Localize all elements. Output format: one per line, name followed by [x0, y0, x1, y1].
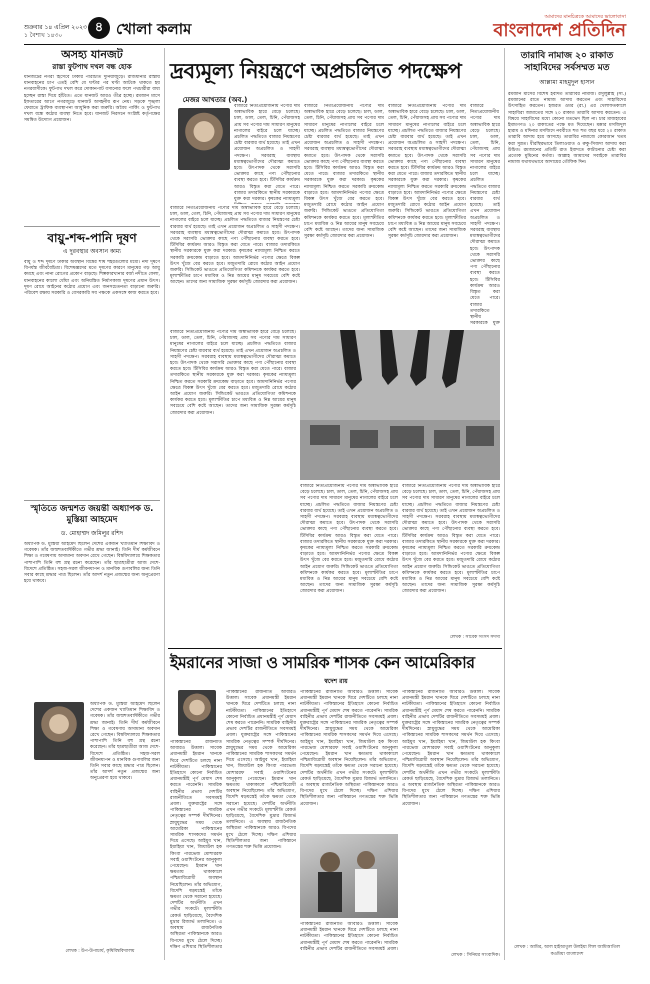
bottom-body-part4: পাকিস্তানের রাজনীতি আবারও উত্তাল। সাবেক প্রধানমন্ত্রী ইমরান খানকে ঘিরে দেশটিতে চলছে নানা নাটকীয়তা। পাকিস্তানের ইতিহাসে কোনো নির্বাচিত প্রধানমন্ত্রীই পূর্ণ মেয়াদ শেষ করতে পারেননি। সামরিক বাহিনীর প্রভাব দেশটির রাজনীতিতে সবসময়ই প্রবল। যুক্তরাষ্ট্রের সঙ্গে পাকিস্তানের সামরিক নেতৃত্বের সম্পর্ক দীর্ঘদিনের। স্নায়ুযুদ্ধের সময় থেকে আমেরিকা পাকিস্তানের সামরিক শাসকদের সমর্থন দিয়ে এসেছে। আইয়ুব খান, ইয়াহিয়া খান, জিয়াউল হক কিংবা পারভেজ মোশাররফ সবাই ওয়াশিংটনের আনুকূল্য পেয়েছেন। ইমরান খান ক্ষমতায় থাকাকালে পশ্চিমাবিরোধী অবস্থান নিয়েছিলেন। তাঁর অভিযোগ, বিদেশি ষড়যন্ত্রেই তাঁকে ক্ষমতা থেকে সরানো হয়েছে। দেশটির অর্থনীতি এখন গভীর সংকটে। মূল্যস্ফীতি রেকর্ড ছাড়িয়েছে, বৈদেশিক মুদ্রার রিজার্ভ তলানিতে। এ অবস্থায় রাজনৈতিক অস্থিরতা পাকিস্তানকে আরও বিপদের মুখে ঠেলে দিচ্ছে। দক্ষিণ এশিয়ার স্থিতিশীলতার জন্য পাকিস্তানে গণতন্ত্রের শক্ত ভিত্তি প্রয়োজন।: [402, 690, 500, 807]
page-number: ৪: [88, 17, 110, 39]
article-pollution-title: বায়ু-শব্দ-পানি দূষণ: [47, 231, 137, 245]
section-title: খোলা কলাম: [116, 20, 192, 38]
bottom-col-1: [170, 740, 222, 950]
column-divider-right: [504, 48, 505, 960]
main-col-3: [388, 104, 466, 326]
bottom-col-2: [226, 690, 296, 950]
date-line: শুক্রবার ১৪ এপ্রিল ২০২৩: [24, 24, 87, 31]
bottom-col-3: [300, 690, 398, 830]
market-photo: [300, 330, 500, 480]
main-col-left-lower: [170, 330, 296, 630]
masthead: [0, 0, 650, 44]
article-taraweeh: [508, 50, 626, 960]
main-col-4: [470, 104, 500, 326]
main-col-right-lower: [402, 484, 500, 630]
column-divider: [164, 48, 165, 960]
crowd-illustration: [300, 834, 398, 918]
bottom-divider: [168, 648, 502, 649]
article-pollution-subtitle: এ দুরবস্থার অবসান কাম্য: [63, 248, 121, 255]
main-body-part5: বাজারে নিত্যপ্রয়োজনীয় পণ্যের দাম অস্বাভাবিক হারে বেড়ে চলেছে। চাল, ডাল, তেল, চিনি, পেঁয়াজসহ প্রায় সব পণ্যের দাম সাধারণ মানুষের নাগালের বাইরে চলে যাচ্ছে। প্রচলিত পদ্ধতিতে বাজার নিয়ন্ত্রণের চেষ্টা বারবার ব্যর্থ হয়েছে। তাই এখন প্রয়োজন অপ্রচলিত ও সাহসী পদক্ষেপ। সরবরাহ ব্যবস্থায় মধ্যস্বত্বভোগীদের দৌরাত্ম্য কমাতে হবে। উৎপাদক থেকে সরাসরি ভোক্তার কাছে পণ্য পৌঁছানোর ব্যবস্থা করতে হবে। টিসিবির কার্যক্রম আরও বিস্তৃত করা যেতে পারে। বাজার তদারকিতে স্থানীয় সরকারকে যুক্ত: [470, 104, 500, 326]
main-author-portrait: [178, 108, 230, 170]
main-body-part1: বাজারে নিত্যপ্রয়োজনীয় পণ্যের দাম অস্বাভাবিক হারে বেড়ে চলেছে। চাল, ডাল, তেল, চিনি, পেঁয়াজসহ প্রায় সব পণ্যের দাম সাধারণ মানুষের নাগালের বাইরে চলে যাচ্ছে। প্রচলিত পদ্ধতিতে বাজার নিয়ন্ত্রণের চেষ্টা বারবার ব্যর্থ হয়েছে। তাই এখন প্রয়োজন অপ্রচলিত ও সাহসী পদক্ষেপ। সরবরাহ ব্যবস্থায় মধ্যস্বত্বভোগীদের দৌরাত্ম্য কমাতে হবে। উৎপাদক থেকে সরাসরি ভোক্তার কাছে পণ্য পৌঁছানোর ব্যবস্থা করতে হবে। টিসিবির কার্যক্রম আরও বিস্তৃত করা যেতে পারে। বাজার তদারকিতে স্থানীয় সরকারকে যুক্ত করা দরকার। কৃষকের ন্যায্যমূল্য: [234, 104, 300, 203]
memorial-portrait: [34, 702, 84, 760]
article-taraweeh-body: রমজান মাসের বিশেষ ইবাদত তারাবির নামাজ। রসুলুল্লাহ (সা.) রমজানের রাতে নামাজ আদায় করতেন এবং সাহাবিদের উৎসাহিত করতেন। হজরত ওমর (রা.) এর খেলাফতকালে সাহাবিরা জামাতের সঙ্গে ২০ রাকাত তারাবি আদায় করতেন। এ বিষয়ে সাহাবিদের মধ্যে কোনো মতভেদ ছিল না। চার মাজহাবের ইমামগণও ২০ রাকাতের পক্ষে মত দিয়েছেন। মক্কার মসজিদুল হারাম ও মদিনার মসজিদে নববীতে শত শত বছর ধরে ২০ রাকাত তারাবি আদায় হয়ে আসছে। তারাবির নামাজে কোরআন খতম করা সুন্নত। ধীরস্থিরভাবে তিলাওয়াত ও রুকু-সিজদা আদায় করা উচিত। রমজানের প্রতিটি রাত ইবাদতে কাটানোর চেষ্টা করা প্রত্যেক মুমিনের কর্তব্য। আল্লাহ আমাদের সবাইকে তারাবির নামাজ যথাযথভাবে আদায়ের তৌফিক দিন।: [508, 92, 626, 166]
main-col-2: [304, 104, 384, 326]
article-memorial-footer: লেখক : উপ-উপাচার্য, কৃষিবিশ্ববিদ্যালয়: [65, 949, 135, 954]
article-memorial-author: ড. মোহাম্মদ জমিলুর রশিদ: [61, 530, 123, 537]
article-pollution-body: বায়ু ও শব্দ দূষণে ঢাকার অবস্থান বিশ্বের শীর্ষ শহরগুলোর মধ্যে। নদী দূষণে বিপর্যস্ত জীববৈচিত্র্য। বিশেষজ্ঞদের মতে দূষণের কারণে মানুষের গড় আয়ু কমছে এবং নানা রোগের প্রকোপ বাড়ছে। শিল্পকারখানার বর্জ্য নদীতে ফেলা, যানবাহনের কালো ধোঁয়া এবং অনিয়ন্ত্রিত নির্মাণকাজ দূষণের প্রধান উৎস। দূষণ রোধে আইনের কঠোর প্রয়োগ এবং জনসচেতনতা বাড়ানো জরুরি। পরিবেশ রক্ষায় সরকারি ও বেসরকারি সব পক্ষকে একসঙ্গে কাজ করতে হবে।: [24, 260, 160, 297]
divider: [24, 500, 160, 501]
main-body-part8: বাজারে নিত্যপ্রয়োজনীয় পণ্যের দাম অস্বাভাবিক হারে বেড়ে চলেছে। চাল, ডাল, তেল, চিনি, পেঁয়াজসহ প্রায় সব পণ্যের দাম সাধারণ মানুষের নাগালের বাইরে চলে যাচ্ছে। প্রচলিত পদ্ধতিতে বাজার নিয়ন্ত্রণের চেষ্টা বারবার ব্যর্থ হয়েছে। তাই এখন প্রয়োজন অপ্রচলিত ও সাহসী পদক্ষেপ। সরবরাহ ব্যবস্থায় মধ্যস্বত্বভোগীদের দৌরাত্ম্য কমাতে হবে। উৎপাদক থেকে সরাসরি ভোক্তার কাছে পণ্য পৌঁছানোর ব্যবস্থা করতে হবে। টিসিবির কার্যক্রম আরও বিস্তৃত করা যেতে পারে। বাজার তদারকিতে স্থানীয় সরকারকে যুক্ত করা দরকার। কৃষকের ন্যায্যমূল্য নিশ্চিত করতে সরকারি ক্রয়কেন্দ্র বাড়াতে হবে। আমদানিনির্ভর পণ্যের ক্ষেত্রে বিকল্প উৎস খুঁজে বের করতে হবে। মজুতদারি রোধে কঠোর আইন প্রয়োগ জরুরি। সিন্ডিকেট ভাঙতে প্রতিযোগিতা কমিশনকে কার্যকর করতে হবে। মূল্যস্ফীতির চাপে মধ্যবিত্ত ও নিম্ন আয়ের মানুষ সবচেয়ে বেশি কষ্টে আছেন। তাদের জন্য সামাজিক সুরক্ষা কর্মসূচি জোরদার করা প্রয়োজন।: [402, 484, 500, 595]
bottom-footer: লেখক : সিনিয়র সাংবাদিক।: [451, 953, 500, 958]
main-headline: দ্রব্যমূল্য নিয়ন্ত্রণে অপ্রচলিত পদক্ষেপ: [170, 59, 462, 83]
main-col-mid-lower: [300, 484, 398, 630]
article-taraweeh-footer: লেখক : আমির, আল হাইআতুল উলইয়া লিল জামিআতিল কওমিয়া বাংলাদেশ: [514, 945, 620, 957]
main-body-part2: বাজারে নিত্যপ্রয়োজনীয় পণ্যের দাম অস্বাভাবিক হারে বেড়ে চলেছে। চাল, ডাল, তেল, চিনি, পেঁয়াজসহ প্রায় সব পণ্যের দাম সাধারণ মানুষের নাগালের বাইরে চলে যাচ্ছে। প্রচলিত পদ্ধতিতে বাজার নিয়ন্ত্রণের চেষ্টা বারবার ব্যর্থ হয়েছে। তাই এখন প্রয়োজন অপ্রচলিত ও সাহসী পদক্ষেপ। সরবরাহ ব্যবস্থায় মধ্যস্বত্বভোগীদের দৌরাত্ম্য কমাতে হবে। উৎপাদক থেকে সরাসরি ভোক্তার কাছে পণ্য পৌঁছানোর ব্যবস্থা করতে হবে। টিসিবির কার্যক্রম আরও বিস্তৃত করা যেতে পারে। বাজার তদারকিতে স্থানীয় সরকারকে যুক্ত করা দরকার। কৃষকের ন্যায্যমূল্য নিশ্চিত করতে সরকারি ক্রয়কেন্দ্র বাড়াতে হবে। আমদানিনির্ভর পণ্যের ক্ষেত্রে বিকল্প উৎস খুঁজে বের করতে হবে। মজুতদারি রোধে কঠোর আইন প্রয়োগ জরুরি। সিন্ডিকেট ভাঙতে প্রতিযোগিতা কমিশনকে কার্যকর করতে হবে। মূল্যস্ফীতির চাপে মধ্যবিত্ত ও নিম্ন আয়ের মানুষ সবচেয়ে বেশি কষ্টে আছেন। তাদের জন্য সামাজিক সুরক্ষা কর্মসূচি জোরদার করা প্রয়োজন।: [170, 206, 300, 286]
article-memorial-body-cont: [90, 702, 160, 942]
logo-name: বাংলাদেশ প্রতিদিন: [493, 20, 626, 41]
article-traffic: [24, 48, 160, 224]
logo-tagline: আমাদের মানচিত্রকে আমাদের ভালোবাসা: [544, 14, 626, 20]
main-col-1a: [234, 104, 300, 204]
article-taraweeh-author: আল্লামা মাহমুদুল হাসান: [539, 79, 595, 86]
divider: [24, 226, 160, 227]
article-memorial-body-continued: অধ্যাপক ড. মুস্তিয়া আহমেদ ছিলেন দেশের একজন খ্যাতিমান শিক্ষাবিদ ও গবেষক। তাঁর জন্মশতবার্ষিকীতে গভীর শ্রদ্ধা জানাই। তিনি দীর্ঘ কর্মজীবনে শিক্ষা ও গবেষণায় অসামান্য অবদান রেখে গেছেন। বিশ্ববিদ্যালয়ে শিক্ষকতার পাশাপাশি তিনি বহু গ্রন্থ রচনা করেছেন। তাঁর ছাত্রছাত্রীরা আজ দেশে-বিদেশে প্রতিষ্ঠিত। সহজ-সরল জীবনযাপন ও মানবিক গুণাবলির জন্য তিনি সবার কাছে শ্রদ্ধার পাত্র ছিলেন। তাঁর আদর্শ নতুন প্রজন্মের জন্য অনুপ্রেরণা হয়ে থাকবে।: [90, 702, 160, 782]
hands-illustration: [300, 330, 500, 480]
main-body-part4: বাজারে নিত্যপ্রয়োজনীয় পণ্যের দাম অস্বাভাবিক হারে বেড়ে চলেছে। চাল, ডাল, তেল, চিনি, পেঁয়াজসহ প্রায় সব পণ্যের দাম সাধারণ মানুষের নাগালের বাইরে চলে যাচ্ছে। প্রচলিত পদ্ধতিতে বাজার নিয়ন্ত্রণের চেষ্টা বারবার ব্যর্থ হয়েছে। তাই এখন প্রয়োজন অপ্রচলিত ও সাহসী পদক্ষেপ। সরবরাহ ব্যবস্থায় মধ্যস্বত্বভোগীদের দৌরাত্ম্য কমাতে হবে। উৎপাদক থেকে সরাসরি ভোক্তার কাছে পণ্য পৌঁছানোর ব্যবস্থা করতে হবে। টিসিবির কার্যক্রম আরও বিস্তৃত করা যেতে পারে। বাজার তদারকিতে স্থানীয় সরকারকে যুক্ত করা দরকার। কৃষকের ন্যায্যমূল্য নিশ্চিত করতে সরকারি ক্রয়কেন্দ্র বাড়াতে হবে। আমদানিনির্ভর পণ্যের ক্ষেত্রে বিকল্প উৎস খুঁজে বের করতে হবে। মজুতদারি রোধে কঠোর আইন প্রয়োগ জরুরি। সিন্ডিকেট ভাঙতে প্রতিযোগিতা কমিশনকে কার্যকর করতে হবে। মূল্যস্ফীতির চাপে মধ্যবিত্ত ও নিম্ন আয়ের মানুষ সবচেয়ে বেশি কষ্টে আছেন। তাদের জন্য সামাজিক সুরক্ষা কর্মসূচি জোরদার করা প্রয়োজন।: [388, 104, 466, 240]
bottom-headline: ইমরানের সাজা ও সামরিক শাসক কেন আমেরিকার: [170, 653, 475, 672]
main-author: মেজর আখতার (অব.): [182, 96, 248, 104]
bottom-author-portrait: [178, 690, 216, 736]
bottom-col-3-lower: [300, 922, 398, 950]
main-body-part3: বাজারে নিত্যপ্রয়োজনীয় পণ্যের দাম অস্বাভাবিক হারে বেড়ে চলেছে। চাল, ডাল, তেল, চিনি, পেঁয়াজসহ প্রায় সব পণ্যের দাম সাধারণ মানুষের নাগালের বাইরে চলে যাচ্ছে। প্রচলিত পদ্ধতিতে বাজার নিয়ন্ত্রণের চেষ্টা বারবার ব্যর্থ হয়েছে। তাই এখন প্রয়োজন অপ্রচলিত ও সাহসী পদক্ষেপ। সরবরাহ ব্যবস্থায় মধ্যস্বত্বভোগীদের দৌরাত্ম্য কমাতে হবে। উৎপাদক থেকে সরাসরি ভোক্তার কাছে পণ্য পৌঁছানোর ব্যবস্থা করতে হবে। টিসিবির কার্যক্রম আরও বিস্তৃত করা যেতে পারে। বাজার তদারকিতে স্থানীয় সরকারকে যুক্ত করা দরকার। কৃষকের ন্যায্যমূল্য নিশ্চিত করতে সরকারি ক্রয়কেন্দ্র বাড়াতে হবে। আমদানিনির্ভর পণ্যের ক্ষেত্রে বিকল্প উৎস খুঁজে বের করতে হবে। মজুতদারি রোধে কঠোর আইন প্রয়োগ জরুরি। সিন্ডিকেট ভাঙতে প্রতিযোগিতা কমিশনকে কার্যকর করতে হবে। মূল্যস্ফীতির চাপে মধ্যবিত্ত ও নিম্ন আয়ের মানুষ সবচেয়ে বেশি কষ্টে আছেন। তাদের জন্য সামাজিক সুরক্ষা কর্মসূচি জোরদার করা প্রয়োজন।: [304, 104, 384, 240]
bottom-col-4: [402, 690, 500, 950]
masthead-rule: [24, 44, 626, 45]
article-memorial-body: অধ্যাপক ড. মুস্তিয়া আহমেদ ছিলেন দেশের একজন খ্যাতিমান শিক্ষাবিদ ও গবেষক। তাঁর জন্মশতবার্ষিকীতে গভীর শ্রদ্ধা জানাই। তিনি দীর্ঘ কর্মজীবনে শিক্ষা ও গবেষণায় অসামান্য অবদান রেখে গেছেন। বিশ্ববিদ্যালয়ে শিক্ষকতার পাশাপাশি তিনি বহু গ্রন্থ রচনা করেছেন। তাঁর ছাত্রছাত্রীরা আজ দেশে-বিদেশে প্রতিষ্ঠিত। সহজ-সরল জীবনযাপন ও মানবিক গুণাবলির জন্য তিনি সবার কাছে শ্রদ্ধার পাত্র ছিলেন। তাঁর আদর্শ নতুন প্রজন্মের জন্য অনুপ্রেরণা হয়ে থাকবে।: [24, 542, 160, 585]
main-footer: লেখক : সাবেক সংসদ সদস্য: [449, 635, 500, 640]
article-traffic-title: অসহ্য যানজট: [61, 48, 123, 61]
article-pollution: [24, 230, 160, 498]
main-col-1b: [170, 206, 300, 326]
article-taraweeh-title: তারাবি নামাজ ২০ রাকাত সাহাবিদের সর্বসম্মত মত: [520, 51, 614, 73]
main-body-part7: বাজারে নিত্যপ্রয়োজনীয় পণ্যের দাম অস্বাভাবিক হারে বেড়ে চলেছে। চাল, ডাল, তেল, চিনি, পেঁয়াজসহ প্রায় সব পণ্যের দাম সাধারণ মানুষের নাগালের বাইরে চলে যাচ্ছে। প্রচলিত পদ্ধতিতে বাজার নিয়ন্ত্রণের চেষ্টা বারবার ব্যর্থ হয়েছে। তাই এখন প্রয়োজন অপ্রচলিত ও সাহসী পদক্ষেপ। সরবরাহ ব্যবস্থায় মধ্যস্বত্বভোগীদের দৌরাত্ম্য কমাতে হবে। উৎপাদক থেকে সরাসরি ভোক্তার কাছে পণ্য পৌঁছানোর ব্যবস্থা করতে হবে। টিসিবির কার্যক্রম আরও বিস্তৃত করা যেতে পারে। বাজার তদারকিতে স্থানীয় সরকারকে যুক্ত করা দরকার। কৃষকের ন্যায্যমূল্য নিশ্চিত করতে সরকারি ক্রয়কেন্দ্র বাড়াতে হবে। আমদানিনির্ভর পণ্যের ক্ষেত্রে বিকল্প উৎস খুঁজে বের করতে হবে। মজুতদারি রোধে কঠোর আইন প্রয়োগ জরুরি। সিন্ডিকেট ভাঙতে প্রতিযোগিতা কমিশনকে কার্যকর করতে হবে। মূল্যস্ফীতির চাপে মধ্যবিত্ত ও নিম্ন আয়ের মানুষ সবচেয়ে বেশি কষ্টে আছেন। তাদের জন্য সামাজিক সুরক্ষা কর্মসূচি জোরদার করা প্রয়োজন।: [300, 484, 398, 595]
article-traffic-body: যানজটের নগরী হিসেবে ঢাকার পরিচিতি দুনিয়াজুড়ে। রাজধানীর রাস্তায় যানবাহনের চাপ এতই বেশি যে ঘণ্টার পর ঘণ্টা আটকে থাকতে হয় নগরবাসীকে। ফুটপাথ দখল করে দোকানপাট বসানোর ফলে পথচারীরা বাধ্য হচ্ছেন রাস্তা দিয়ে হাঁটতে। এতে যানজট আরও তীব্র হচ্ছে। রমজান মাসে ইফতারের আগে নগরজুড়ে যানজট অসহনীয় রূপ নেয়। সড়কে শৃঙ্খলা ফেরাতে ট্রাফিক ব্যবস্থাপনা আধুনিক করা জরুরি। অবৈধ পার্কিং ও ফুটপাথ দখল বন্ধে কঠোর ব্যবস্থা নিতে হবে। যানজট নিরসনে সংশ্লিষ্ট কর্তৃপক্ষের সমন্বিত উদ্যোগ প্রয়োজন।: [24, 75, 160, 124]
bottom-body-part5: পাকিস্তানের রাজনীতি আবারও উত্তাল। সাবেক প্রধানমন্ত্রী ইমরান খানকে ঘিরে দেশটিতে চলছে নানা নাটকীয়তা। পাকিস্তানের ইতিহাসে কোনো নির্বাচিত প্রধানমন্ত্রীই পূর্ণ মেয়াদ শেষ করতে পারেননি। সামরিক বাহিনীর প্রভাব দেশটির রাজনীতিতে সবসময়ই প্রবল।: [300, 922, 398, 950]
bottom-body-part1: পাকিস্তানের রাজনীতি আবারও উত্তাল। সাবেক প্রধানমন্ত্রী ইমরান খানকে ঘিরে দেশটিতে চলছে নানা নাটকীয়তা। পাকিস্তানের ইতিহাসে কোনো নির্বাচিত প্রধানমন্ত্রীই পূর্ণ মেয়াদ শেষ করতে পারেননি। সামরিক বাহিনীর প্রভাব দেশটির রাজনীতিতে সবসময়ই প্রবল। যুক্তরাষ্ট্রের সঙ্গে পাকিস্তানের সামরিক নেতৃত্বের সম্পর্ক দীর্ঘদিনের। স্নায়ুযুদ্ধের সময় থেকে আমেরিকা পাকিস্তানের সামরিক শাসকদের সমর্থন দিয়ে এসেছে। আইয়ুব খান, ইয়াহিয়া খান, জিয়াউল হক কিংবা পারভেজ মোশাররফ সবাই ওয়াশিংটনের আনুকূল্য পেয়েছেন। ইমরান খান ক্ষমতায় থাকাকালে পশ্চিমাবিরোধী অবস্থান নিয়েছিলেন। তাঁর অভিযোগ, বিদেশি ষড়যন্ত্রেই তাঁকে ক্ষমতা থেকে সরানো হয়েছে। দেশটির অর্থনীতি এখন গভীর সংকটে। মূল্যস্ফীতি রেকর্ড ছাড়িয়েছে, বৈদেশিক মুদ্রার রিজার্ভ তলানিতে। এ অবস্থায় রাজনৈতিক অস্থিরতা পাকিস্তানকে আরও বিপদের মুখে ঠেলে দিচ্ছে। দক্ষিণ এশিয়ার স্থিতিশীলতার: [170, 740, 222, 950]
bottom-author: স্বদেশ রায়: [324, 678, 348, 685]
article-memorial-title: স্মৃতিতে জন্মশত জয়ন্তী অধ্যাপক ড. মুস্তিয়া আহমেদ: [30, 504, 154, 525]
date-line-secondary: ১ বৈশাখ ১৪৩০: [24, 32, 63, 39]
newspaper-logo: [493, 14, 626, 40]
article-traffic-subtitle: রাস্তা ফুটপাথ দখল বন্ধ হোক: [52, 63, 132, 71]
bottom-body-part2: পাকিস্তানের রাজনীতি আবারও উত্তাল। সাবেক প্রধানমন্ত্রী ইমরান খানকে ঘিরে দেশটিতে চলছে নানা নাটকীয়তা। পাকিস্তানের ইতিহাসে কোনো নির্বাচিত প্রধানমন্ত্রীই পূর্ণ মেয়াদ শেষ করতে পারেননি। সামরিক বাহিনীর প্রভাব দেশটির রাজনীতিতে সবসময়ই প্রবল। যুক্তরাষ্ট্রের সঙ্গে পাকিস্তানের সামরিক নেতৃত্বের সম্পর্ক দীর্ঘদিনের। স্নায়ুযুদ্ধের সময় থেকে আমেরিকা পাকিস্তানের সামরিক শাসকদের সমর্থন দিয়ে এসেছে। আইয়ুব খান, ইয়াহিয়া খান, জিয়াউল হক কিংবা পারভেজ মোশাররফ সবাই ওয়াশিংটনের আনুকূল্য পেয়েছেন। ইমরান খান ক্ষমতায় থাকাকালে পশ্চিমাবিরোধী অবস্থান নিয়েছিলেন। তাঁর অভিযোগ, বিদেশি ষড়যন্ত্রেই তাঁকে ক্ষমতা থেকে সরানো হয়েছে। দেশটির অর্থনীতি এখন গভীর সংকটে। মূল্যস্ফীতি রেকর্ড ছাড়িয়েছে, বৈদেশিক মুদ্রার রিজার্ভ তলানিতে। এ অবস্থায় রাজনৈতিক অস্থিরতা পাকিস্তানকে আরও বিপদের মুখে ঠেলে দিচ্ছে। দক্ষিণ এশিয়ার স্থিতিশীলতার জন্য পাকিস্তানে গণতন্ত্রের শক্ত ভিত্তি প্রয়োজন।: [226, 690, 296, 851]
imran-photo: [300, 834, 398, 918]
main-body-part6: বাজারে নিত্যপ্রয়োজনীয় পণ্যের দাম অস্বাভাবিক হারে বেড়ে চলেছে। চাল, ডাল, তেল, চিনি, পেঁয়াজসহ প্রায় সব পণ্যের দাম সাধারণ মানুষের নাগালের বাইরে চলে যাচ্ছে। প্রচলিত পদ্ধতিতে বাজার নিয়ন্ত্রণের চেষ্টা বারবার ব্যর্থ হয়েছে। তাই এখন প্রয়োজন অপ্রচলিত ও সাহসী পদক্ষেপ। সরবরাহ ব্যবস্থায় মধ্যস্বত্বভোগীদের দৌরাত্ম্য কমাতে হবে। উৎপাদক থেকে সরাসরি ভোক্তার কাছে পণ্য পৌঁছানোর ব্যবস্থা করতে হবে। টিসিবির কার্যক্রম আরও বিস্তৃত করা যেতে পারে। বাজার তদারকিতে স্থানীয় সরকারকে যুক্ত করা দরকার। কৃষকের ন্যায্যমূল্য নিশ্চিত করতে সরকারি ক্রয়কেন্দ্র বাড়াতে হবে। আমদানিনির্ভর পণ্যের ক্ষেত্রে বিকল্প উৎস খুঁজে বের করতে হবে। মজুতদারি রোধে কঠোর আইন প্রয়োগ জরুরি। সিন্ডিকেট ভাঙতে প্রতিযোগিতা কমিশনকে কার্যকর করতে হবে। মূল্যস্ফীতির চাপে মধ্যবিত্ত ও নিম্ন আয়ের মানুষ সবচেয়ে বেশি কষ্টে আছেন। তাদের জন্য সামাজিক সুরক্ষা কর্মসূচি জোরদার করা প্রয়োজন।: [170, 330, 296, 416]
bottom-body-part3: পাকিস্তানের রাজনীতি আবারও উত্তাল। সাবেক প্রধানমন্ত্রী ইমরান খানকে ঘিরে দেশটিতে চলছে নানা নাটকীয়তা। পাকিস্তানের ইতিহাসে কোনো নির্বাচিত প্রধানমন্ত্রীই পূর্ণ মেয়াদ শেষ করতে পারেননি। সামরিক বাহিনীর প্রভাব দেশটির রাজনীতিতে সবসময়ই প্রবল। যুক্তরাষ্ট্রের সঙ্গে পাকিস্তানের সামরিক নেতৃত্বের সম্পর্ক দীর্ঘদিনের। স্নায়ুযুদ্ধের সময় থেকে আমেরিকা পাকিস্তানের সামরিক শাসকদের সমর্থন দিয়ে এসেছে। আইয়ুব খান, ইয়াহিয়া খান, জিয়াউল হক কিংবা পারভেজ মোশাররফ সবাই ওয়াশিংটনের আনুকূল্য পেয়েছেন। ইমরান খান ক্ষমতায় থাকাকালে পশ্চিমাবিরোধী অবস্থান নিয়েছিলেন। তাঁর অভিযোগ, বিদেশি ষড়যন্ত্রেই তাঁকে ক্ষমতা থেকে সরানো হয়েছে। দেশটির অর্থনীতি এখন গভীর সংকটে। মূল্যস্ফীতি রেকর্ড ছাড়িয়েছে, বৈদেশিক মুদ্রার রিজার্ভ তলানিতে। এ অবস্থায় রাজনৈতিক অস্থিরতা পাকিস্তানকে আরও বিপদের মুখে ঠেলে দিচ্ছে। দক্ষিণ এশিয়ার স্থিতিশীলতার জন্য পাকিস্তানে গণতন্ত্রের শক্ত ভিত্তি প্রয়োজন।: [300, 690, 398, 807]
